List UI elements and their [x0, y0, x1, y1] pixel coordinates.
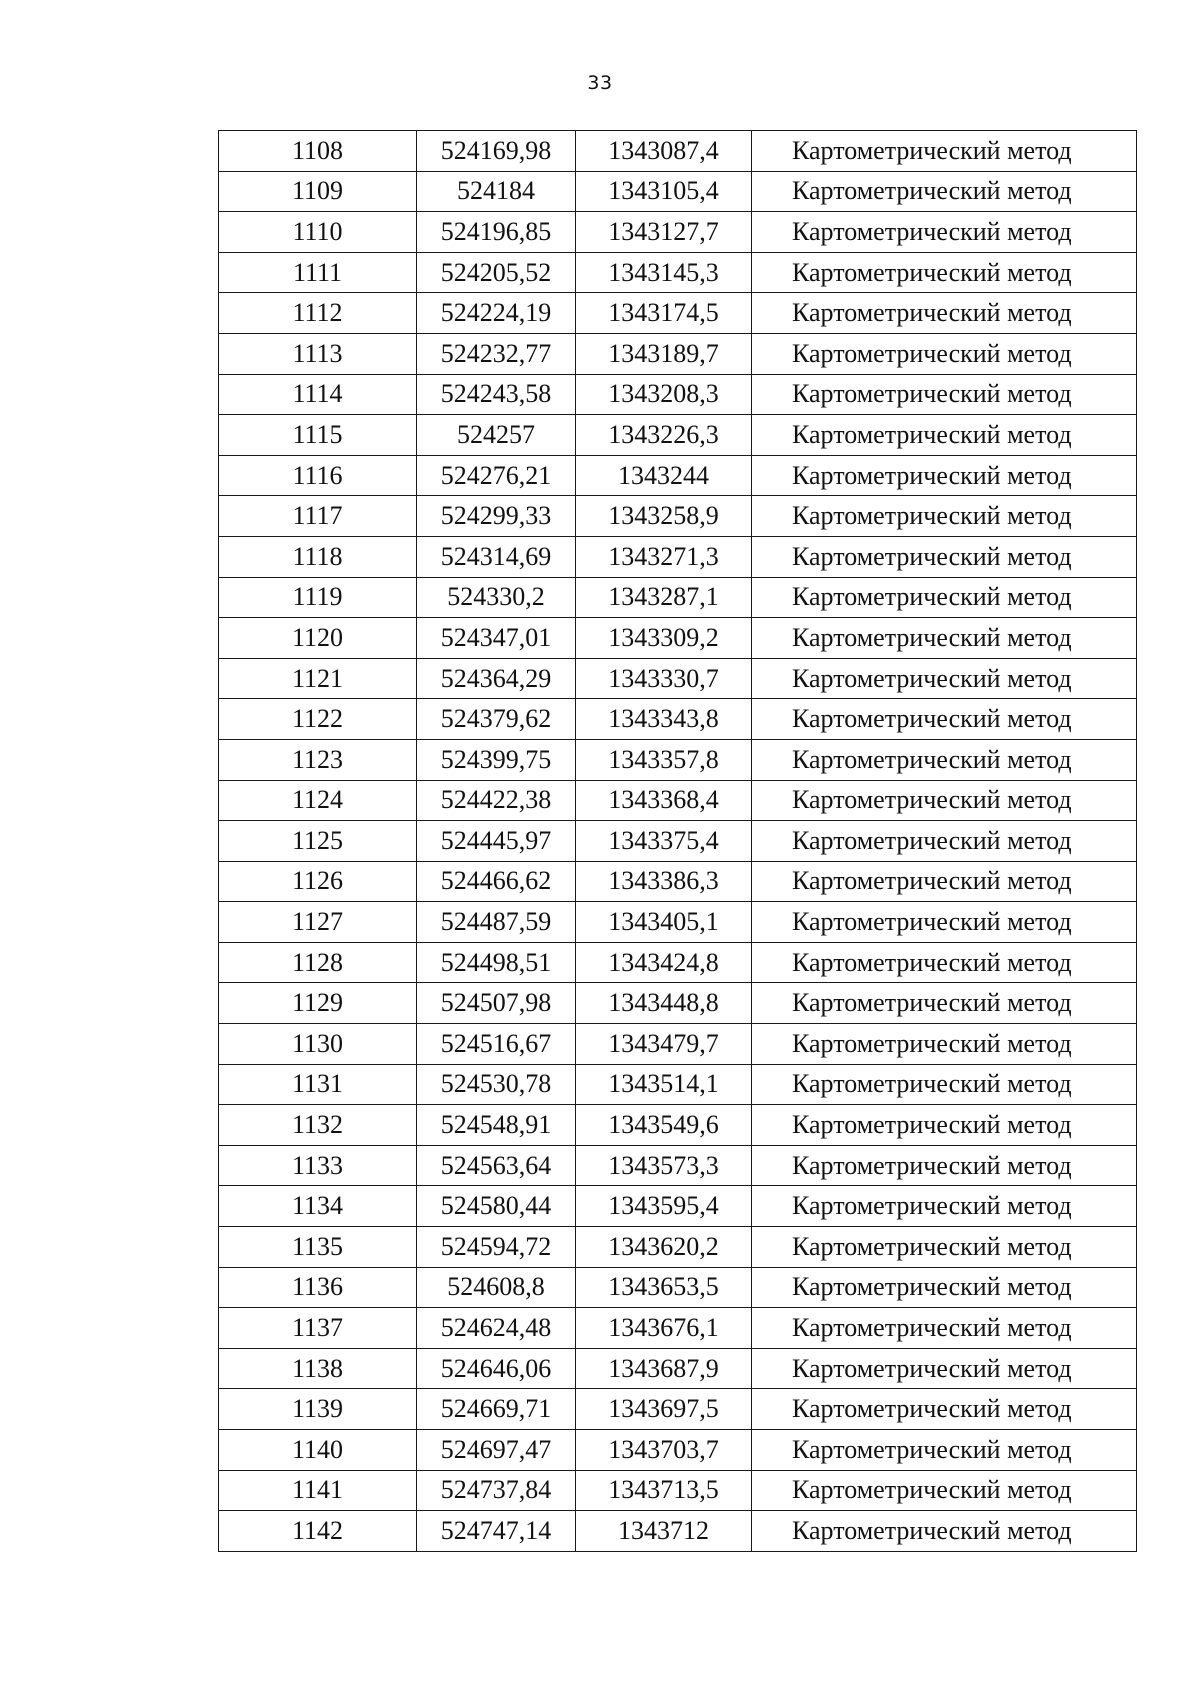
table-row	[219, 821, 1137, 862]
x-coordinate-cell: 524196,85	[417, 212, 576, 253]
point-number-cell: 1124	[219, 780, 417, 821]
y-coordinate-cell: 1343343,8	[576, 699, 752, 740]
x-coordinate-cell: 524399,75	[417, 739, 576, 780]
table-row	[219, 293, 1137, 334]
method-cell: Картометрический метод	[752, 293, 1137, 334]
method-cell: Картометрический метод	[752, 536, 1137, 577]
point-number-cell: 1121	[219, 658, 417, 699]
method-cell: Картометрический метод	[752, 1389, 1137, 1430]
method-cell: Картометрический метод	[752, 415, 1137, 456]
y-coordinate-cell: 1343145,3	[576, 252, 752, 293]
x-coordinate-cell: 524330,2	[417, 577, 576, 618]
method-cell: Картометрический метод	[752, 780, 1137, 821]
y-coordinate-cell: 1343105,4	[576, 171, 752, 212]
x-coordinate-cell: 524347,01	[417, 618, 576, 659]
point-number-cell: 1127	[219, 902, 417, 943]
method-cell: Картометрический метод	[752, 1430, 1137, 1471]
table-row	[219, 1105, 1137, 1146]
table-row	[219, 1430, 1137, 1471]
table-row	[219, 1186, 1137, 1227]
y-coordinate-cell: 1343357,8	[576, 739, 752, 780]
x-coordinate-cell: 524548,91	[417, 1105, 576, 1146]
method-cell: Картометрический метод	[752, 861, 1137, 902]
table-row	[219, 1145, 1137, 1186]
table-row	[219, 374, 1137, 415]
method-cell: Картометрический метод	[752, 1064, 1137, 1105]
point-number-cell: 1140	[219, 1430, 417, 1471]
x-coordinate-cell: 524232,77	[417, 333, 576, 374]
x-coordinate-cell: 524276,21	[417, 455, 576, 496]
method-cell: Картометрический метод	[752, 131, 1137, 172]
method-cell: Картометрический метод	[752, 618, 1137, 659]
table-row	[219, 658, 1137, 699]
y-coordinate-cell: 1343514,1	[576, 1064, 752, 1105]
table-row	[219, 1348, 1137, 1389]
method-cell: Картометрический метод	[752, 212, 1137, 253]
table-row	[219, 983, 1137, 1024]
point-number-cell: 1131	[219, 1064, 417, 1105]
table-row	[219, 1470, 1137, 1511]
x-coordinate-cell: 524257	[417, 415, 576, 456]
x-coordinate-cell: 524624,48	[417, 1308, 576, 1349]
method-cell: Картометрический метод	[752, 983, 1137, 1024]
point-number-cell: 1122	[219, 699, 417, 740]
y-coordinate-cell: 1343573,3	[576, 1145, 752, 1186]
method-cell: Картометрический метод	[752, 1348, 1137, 1389]
x-coordinate-cell: 524243,58	[417, 374, 576, 415]
method-cell: Картометрический метод	[752, 374, 1137, 415]
table-row	[219, 577, 1137, 618]
x-coordinate-cell: 524697,47	[417, 1430, 576, 1471]
point-number-cell: 1141	[219, 1470, 417, 1511]
method-cell: Картометрический метод	[752, 739, 1137, 780]
table-row	[219, 1308, 1137, 1349]
y-coordinate-cell: 1343174,5	[576, 293, 752, 334]
table-row	[219, 699, 1137, 740]
y-coordinate-cell: 1343087,4	[576, 131, 752, 172]
x-coordinate-cell: 524747,14	[417, 1511, 576, 1552]
x-coordinate-cell: 524646,06	[417, 1348, 576, 1389]
method-cell: Картометрический метод	[752, 902, 1137, 943]
x-coordinate-cell: 524563,64	[417, 1145, 576, 1186]
point-number-cell: 1132	[219, 1105, 417, 1146]
x-coordinate-cell: 524314,69	[417, 536, 576, 577]
y-coordinate-cell: 1343687,9	[576, 1348, 752, 1389]
table-row	[219, 1024, 1137, 1065]
method-cell: Картометрический метод	[752, 1511, 1137, 1552]
point-number-cell: 1111	[219, 252, 417, 293]
point-number-cell: 1115	[219, 415, 417, 456]
point-number-cell: 1139	[219, 1389, 417, 1430]
method-cell: Картометрический метод	[752, 1145, 1137, 1186]
x-coordinate-cell: 524608,8	[417, 1267, 576, 1308]
y-coordinate-cell: 1343386,3	[576, 861, 752, 902]
y-coordinate-cell: 1343309,2	[576, 618, 752, 659]
table-row	[219, 861, 1137, 902]
y-coordinate-cell: 1343620,2	[576, 1227, 752, 1268]
y-coordinate-cell: 1343676,1	[576, 1308, 752, 1349]
point-number-cell: 1123	[219, 739, 417, 780]
method-cell: Картометрический метод	[752, 699, 1137, 740]
table-row	[219, 455, 1137, 496]
point-number-cell: 1137	[219, 1308, 417, 1349]
method-cell: Картометрический метод	[752, 455, 1137, 496]
x-coordinate-cell: 524498,51	[417, 942, 576, 983]
method-cell: Картометрический метод	[752, 821, 1137, 862]
y-coordinate-cell: 1343697,5	[576, 1389, 752, 1430]
table-row	[219, 739, 1137, 780]
x-coordinate-cell: 524580,44	[417, 1186, 576, 1227]
table-row	[219, 1389, 1137, 1430]
method-cell: Картометрический метод	[752, 1308, 1137, 1349]
table-row	[219, 942, 1137, 983]
x-coordinate-cell: 524737,84	[417, 1470, 576, 1511]
x-coordinate-cell: 524530,78	[417, 1064, 576, 1105]
point-number-cell: 1120	[219, 618, 417, 659]
method-cell: Картометрический метод	[752, 1024, 1137, 1065]
x-coordinate-cell: 524299,33	[417, 496, 576, 537]
point-number-cell: 1119	[219, 577, 417, 618]
point-number-cell: 1129	[219, 983, 417, 1024]
x-coordinate-cell: 524184	[417, 171, 576, 212]
method-cell: Картометрический метод	[752, 658, 1137, 699]
y-coordinate-cell: 1343703,7	[576, 1430, 752, 1471]
table-row	[219, 415, 1137, 456]
y-coordinate-cell: 1343258,9	[576, 496, 752, 537]
method-cell: Картометрический метод	[752, 1470, 1137, 1511]
y-coordinate-cell: 1343189,7	[576, 333, 752, 374]
point-number-cell: 1125	[219, 821, 417, 862]
point-number-cell: 1109	[219, 171, 417, 212]
y-coordinate-cell: 1343479,7	[576, 1024, 752, 1065]
y-coordinate-cell: 1343405,1	[576, 902, 752, 943]
y-coordinate-cell: 1343271,3	[576, 536, 752, 577]
table-row	[219, 902, 1137, 943]
y-coordinate-cell: 1343549,6	[576, 1105, 752, 1146]
method-cell: Картометрический метод	[752, 252, 1137, 293]
x-coordinate-cell: 524466,62	[417, 861, 576, 902]
y-coordinate-cell: 1343287,1	[576, 577, 752, 618]
y-coordinate-cell: 1343244	[576, 455, 752, 496]
table-row	[219, 496, 1137, 537]
y-coordinate-cell: 1343595,4	[576, 1186, 752, 1227]
x-coordinate-cell: 524224,19	[417, 293, 576, 334]
method-cell: Картометрический метод	[752, 1186, 1137, 1227]
y-coordinate-cell: 1343653,5	[576, 1267, 752, 1308]
x-coordinate-cell: 524516,67	[417, 1024, 576, 1065]
x-coordinate-cell: 524169,98	[417, 131, 576, 172]
y-coordinate-cell: 1343330,7	[576, 658, 752, 699]
point-number-cell: 1118	[219, 536, 417, 577]
table-row	[219, 1227, 1137, 1268]
point-number-cell: 1116	[219, 455, 417, 496]
y-coordinate-cell: 1343368,4	[576, 780, 752, 821]
method-cell: Картометрический метод	[752, 577, 1137, 618]
y-coordinate-cell: 1343375,4	[576, 821, 752, 862]
coordinates-table	[218, 130, 1137, 1552]
coordinates-table-body	[219, 131, 1137, 1552]
point-number-cell: 1110	[219, 212, 417, 253]
point-number-cell: 1133	[219, 1145, 417, 1186]
point-number-cell: 1142	[219, 1511, 417, 1552]
table-row	[219, 1267, 1137, 1308]
point-number-cell: 1126	[219, 861, 417, 902]
x-coordinate-cell: 524364,29	[417, 658, 576, 699]
y-coordinate-cell: 1343208,3	[576, 374, 752, 415]
x-coordinate-cell: 524487,59	[417, 902, 576, 943]
table-row	[219, 212, 1137, 253]
page-number: 33	[587, 72, 613, 94]
x-coordinate-cell: 524445,97	[417, 821, 576, 862]
method-cell: Картометрический метод	[752, 1105, 1137, 1146]
table-row	[219, 333, 1137, 374]
point-number-cell: 1128	[219, 942, 417, 983]
table-row	[219, 252, 1137, 293]
point-number-cell: 1138	[219, 1348, 417, 1389]
y-coordinate-cell: 1343448,8	[576, 983, 752, 1024]
x-coordinate-cell: 524594,72	[417, 1227, 576, 1268]
x-coordinate-cell: 524205,52	[417, 252, 576, 293]
y-coordinate-cell: 1343713,5	[576, 1470, 752, 1511]
x-coordinate-cell: 524422,38	[417, 780, 576, 821]
y-coordinate-cell: 1343226,3	[576, 415, 752, 456]
point-number-cell: 1112	[219, 293, 417, 334]
method-cell: Картометрический метод	[752, 333, 1137, 374]
y-coordinate-cell: 1343712	[576, 1511, 752, 1552]
method-cell: Картометрический метод	[752, 942, 1137, 983]
method-cell: Картометрический метод	[752, 171, 1137, 212]
x-coordinate-cell: 524507,98	[417, 983, 576, 1024]
table-row	[219, 780, 1137, 821]
point-number-cell: 1130	[219, 1024, 417, 1065]
method-cell: Картометрический метод	[752, 1227, 1137, 1268]
x-coordinate-cell: 524669,71	[417, 1389, 576, 1430]
y-coordinate-cell: 1343424,8	[576, 942, 752, 983]
point-number-cell: 1108	[219, 131, 417, 172]
method-cell: Картометрический метод	[752, 496, 1137, 537]
table-row	[219, 1064, 1137, 1105]
point-number-cell: 1114	[219, 374, 417, 415]
point-number-cell: 1117	[219, 496, 417, 537]
table-row	[219, 536, 1137, 577]
table-row	[219, 131, 1137, 172]
y-coordinate-cell: 1343127,7	[576, 212, 752, 253]
table-row	[219, 1511, 1137, 1552]
point-number-cell: 1136	[219, 1267, 417, 1308]
point-number-cell: 1113	[219, 333, 417, 374]
point-number-cell: 1135	[219, 1227, 417, 1268]
table-row	[219, 171, 1137, 212]
table-row	[219, 618, 1137, 659]
method-cell: Картометрический метод	[752, 1267, 1137, 1308]
x-coordinate-cell: 524379,62	[417, 699, 576, 740]
point-number-cell: 1134	[219, 1186, 417, 1227]
